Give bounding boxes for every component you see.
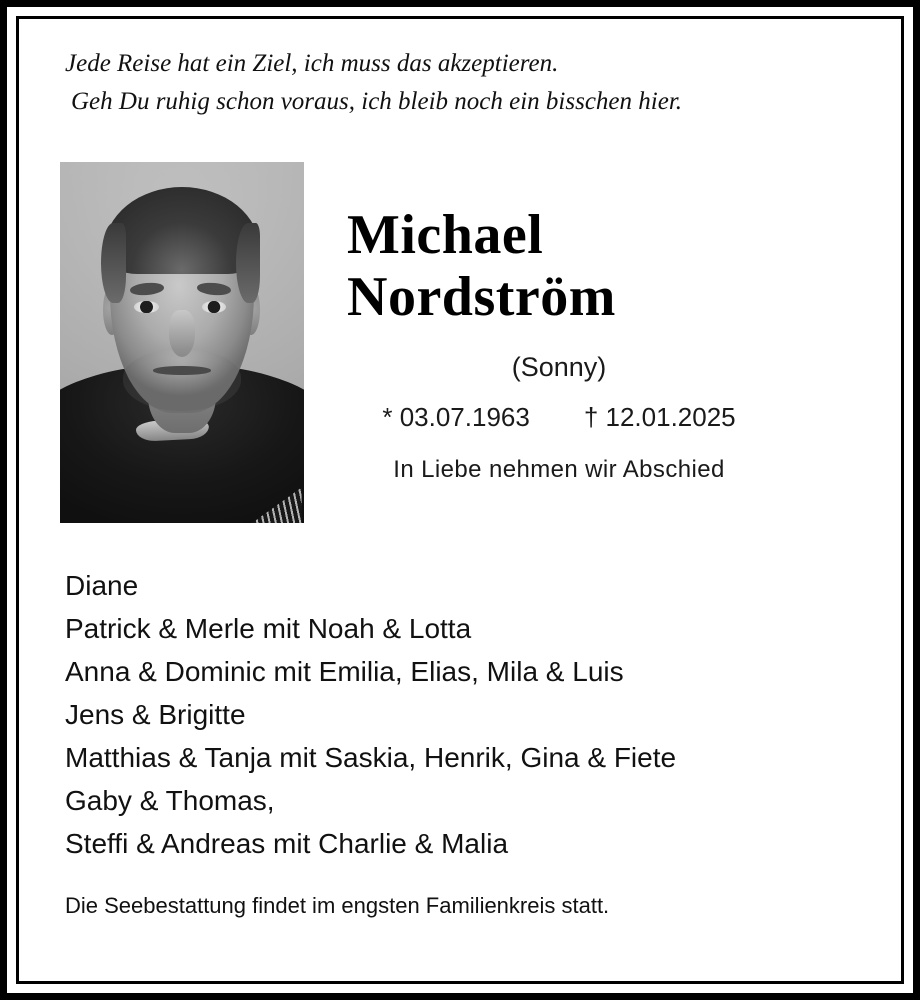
list-item: Diane bbox=[65, 570, 139, 601]
life-dates bbox=[319, 400, 799, 434]
epitaph bbox=[65, 45, 825, 121]
notice-inner-frame bbox=[16, 16, 904, 984]
list-item: Anna & Dominic mit Emilia, Elias, Mila & Luis bbox=[65, 656, 624, 687]
epitaph-line-1: Jede Reise hat ein Ziel, ich muss das akzeptieren. bbox=[65, 50, 559, 77]
mourners-list bbox=[65, 564, 865, 865]
last-name: Nordström bbox=[347, 266, 616, 328]
portrait-hair-right bbox=[236, 223, 260, 302]
list-item: Gaby & Thomas, bbox=[65, 785, 275, 816]
farewell-text: In Liebe nehmen wir Abschied bbox=[393, 456, 725, 483]
list-item: Steffi & Andreas mit Charlie & Malia bbox=[65, 828, 509, 859]
name-block bbox=[319, 204, 799, 486]
portrait-eye-left bbox=[134, 301, 158, 313]
death-date: † 12.01.2025 bbox=[583, 402, 736, 432]
list-item: Patrick & Merle mit Noah & Lotta bbox=[65, 613, 472, 644]
portrait-jaw bbox=[123, 350, 240, 411]
epitaph-line-2: Geh Du ruhig schon voraus, ich bleib noch ein bisschen hier. bbox=[71, 88, 683, 115]
first-name: Michael bbox=[347, 204, 544, 266]
list-item: Jens & Brigitte bbox=[65, 699, 246, 730]
funeral-note: Die Seebestattung findet im engsten Familienkreis statt. bbox=[65, 893, 610, 918]
portrait-nose bbox=[169, 310, 196, 357]
portrait-hair-left bbox=[101, 223, 125, 302]
notice-border-gap bbox=[7, 7, 913, 993]
list-item: Matthias & Tanja mit Saskia, Henrik, Gina & Fiete bbox=[65, 742, 677, 773]
portrait-image bbox=[60, 162, 304, 523]
nickname: (Sonny) bbox=[511, 352, 607, 382]
notice-content bbox=[19, 19, 901, 981]
birth-date: * 03.07.1963 bbox=[382, 402, 530, 432]
portrait-photo bbox=[60, 162, 304, 523]
